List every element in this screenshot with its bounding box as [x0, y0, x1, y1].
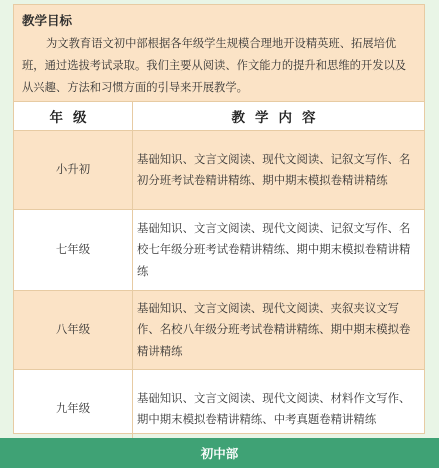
table-row: [14, 370, 424, 449]
header-grade: 年级: [14, 102, 133, 131]
content-cell: 基础知识、文言文阅读、现代文阅读、夹叙夹议文写作、名校八年级分班考试卷精讲精练、期中期末模拟卷精讲精练: [133, 291, 425, 370]
grade-cell: 八年级: [14, 291, 133, 370]
teaching-panel: [13, 4, 425, 434]
header-content: 教学内容: [133, 102, 425, 131]
table-row: [14, 210, 424, 291]
grade-cell: 九年级: [14, 370, 133, 449]
intro-text: 为文教育语文初中部根据各年级学生规模合理地开设精英班、拓展培优班，通过选拔考试录取。我们主要从阅读、作文能力的提升和思维的开发以及从兴趣、方法和习惯方面的引导来开展教学。: [22, 37, 407, 94]
table-header-row: [14, 102, 424, 131]
footer-label[interactable]: 初中部: [200, 446, 239, 461]
content-cell: 基础知识、文言文阅读、现代文阅读、记叙文写作、名初分班考试卷精讲精练、期中期末模拟卷精讲精练: [133, 131, 425, 210]
intro-title: 教学目标: [22, 13, 73, 28]
content-cell: 基础知识、文言文阅读、现代文阅读、材料作文写作、期中期末模拟卷精讲精练、中考真题卷精讲精练: [133, 370, 425, 449]
content-cell: 基础知识、文言文阅读、现代文阅读、记叙文写作、名校七年级分班考试卷精讲精练、期中期末模拟卷精讲精练: [133, 210, 425, 291]
footer-bar[interactable]: [0, 438, 439, 468]
grade-cell: 小升初: [14, 131, 133, 210]
table-row: [14, 131, 424, 210]
intro-section: [14, 5, 424, 101]
table-row: [14, 291, 424, 370]
grade-cell: 七年级: [14, 210, 133, 291]
curriculum-table: [14, 101, 424, 448]
